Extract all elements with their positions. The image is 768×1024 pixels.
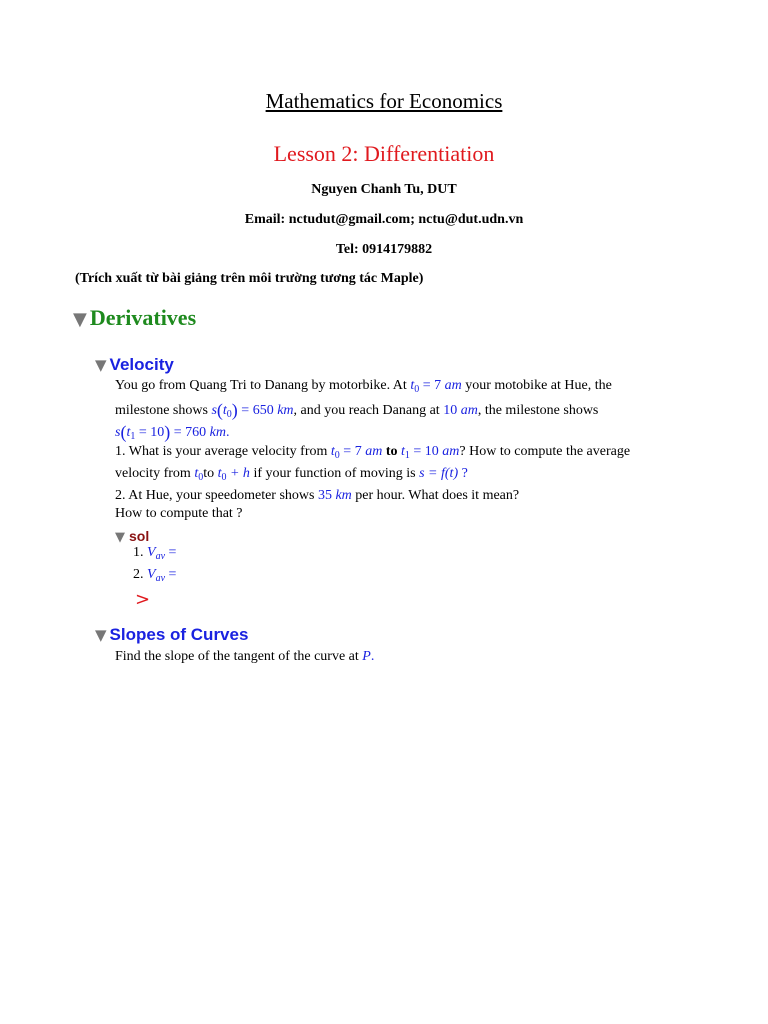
source-note: (Trích xuất từ bài giảng trên môi trường tương tác Maple) <box>75 271 424 286</box>
subsection-sol[interactable] <box>115 528 149 545</box>
subsection-heading: Velocity <box>109 355 174 374</box>
subsection-heading: Slopes of Curves <box>109 625 249 644</box>
lesson-title: Lesson 2: Differentiation <box>273 141 495 166</box>
maple-input-prompt[interactable]: > <box>135 589 151 610</box>
slopes-text: Find the slope of the tangent of the curve at P. <box>115 649 375 664</box>
tel-line: Tel: 0914179882 <box>335 242 433 257</box>
velocity-question-2-cont: How to compute that ? <box>115 506 243 521</box>
velocity-question-2: 2. At Hue, your speedometer shows 35 km per hour. What does it mean? <box>115 488 520 503</box>
subsection-slopes-of-curves[interactable] <box>95 625 248 645</box>
velocity-question-1-cont: velocity from $t_0to$ $t_0 + h$ if your function of moving is s = f(t) ? <box>115 466 468 483</box>
sol-item-1[interactable]: 1. $V_{av}$ = <box>133 545 177 562</box>
sol-item-2[interactable]: 2. $V_{av}$ = <box>133 567 177 584</box>
collapse-triangle-icon[interactable]: ▼ <box>95 626 107 644</box>
collapse-triangle-icon[interactable]: ▼ <box>95 356 107 374</box>
collapse-triangle-icon[interactable]: ▼ <box>115 530 125 545</box>
author-line: Nguyen Chanh Tu, DUT <box>311 182 457 197</box>
document-title: Mathematics for Economics <box>265 89 503 113</box>
email-line: Email: nctudut@gmail.com; nctu@dut.udn.vn <box>244 212 524 227</box>
section-heading: Derivatives <box>89 305 197 330</box>
subsection-heading: sol <box>129 528 150 544</box>
velocity-line-2: milestone shows $s(t_0) = 650$ km, and you reach Danang at 10 am, the milestone shows <box>115 400 599 420</box>
velocity-line-3: $s(t_1 = 10) = 760$ km. <box>115 422 230 442</box>
velocity-question-1: 1. What is your average velocity from $t_0 = 7$ am to $t_1 = 10$ am? How to compute the average <box>115 444 631 461</box>
subsection-velocity[interactable] <box>95 355 174 375</box>
section-derivatives[interactable] <box>73 305 196 331</box>
velocity-line-1: You go from Quang Tri to Danang by motorbike. At $t_0 = 7$ am your motobike at Hue, the <box>115 378 612 395</box>
collapse-triangle-icon[interactable]: ▼ <box>73 309 87 330</box>
